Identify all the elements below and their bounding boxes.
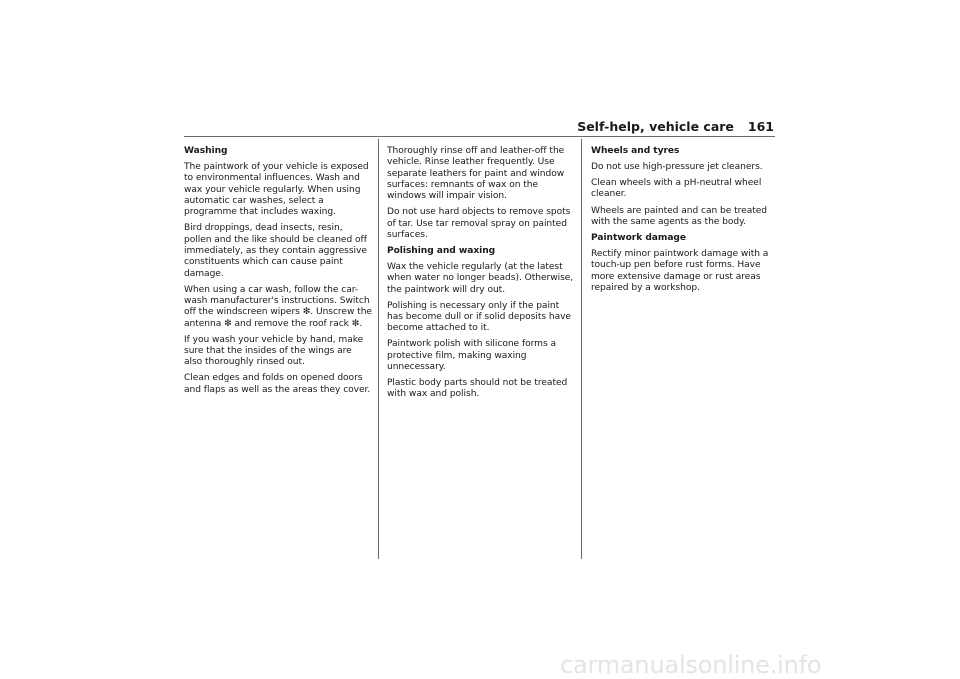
column-divider-2 bbox=[581, 139, 582, 559]
wheels-paragraph-1: Do not use high-pressure jet cleaners. bbox=[591, 162, 763, 173]
rinse-paragraph: Thoroughly rinse off and leather-off the vehicle. Rinse leather frequently. Use separate leathers for paint and window surfaces: remnants of wax on the windows will impair vision. bbox=[387, 146, 565, 202]
damage-heading: Paintwork damage bbox=[591, 232, 686, 243]
polishing-paragraph-3: Paintwork polish with silicone forms a protective film, making waxing unnecessary. bbox=[387, 339, 556, 373]
damage-paragraph: Rectify minor paintwork damage with a touch-up pen before rust forms. Have more extensive damage or rust areas repaired by a workshop. bbox=[591, 249, 769, 293]
wheels-heading: Wheels and tyres bbox=[591, 146, 680, 156]
wheels-paragraph-2: Clean wheels with a pH-neutral wheel cleaner. bbox=[591, 178, 762, 200]
polishing-paragraph-1: Wax the vehicle regularly (at the latest when water no longer beads). Otherwise, the paintwork will dry out. bbox=[387, 262, 574, 295]
washing-paragraph-5: Clean edges and folds on opened doors and flaps as well as the areas they cover. bbox=[184, 373, 371, 395]
washing-paragraph-2: Bird droppings, dead insects, resin, pollen and the like should be cleaned off immediately, as they contain aggressive constituents which can cause paint damage. bbox=[184, 223, 367, 279]
washing-heading: Washing bbox=[184, 146, 228, 156]
text-segment: and remove the roof rack bbox=[231, 318, 352, 329]
polishing-paragraph-4: Plastic body parts should not be treated with wax and polish. bbox=[387, 378, 568, 400]
page-number: 161 bbox=[747, 118, 774, 134]
page-header bbox=[184, 116, 775, 137]
reference-icon: ❇ bbox=[224, 318, 232, 329]
column-2 bbox=[387, 146, 575, 406]
polishing-paragraph-2: Polishing is necessary only if the paint has become dull or if solid deposits have become attached to it. bbox=[387, 300, 571, 334]
washing-paragraph-4: If you wash your vehicle by hand, make sure that the insides of the wings are also thoroughly rinsed out. bbox=[184, 334, 364, 368]
column-1 bbox=[184, 146, 372, 401]
tar-paragraph: Do not use hard objects to remove spots of tar. Use tar removal spray on painted surfaces. bbox=[387, 207, 571, 240]
text-segment: When using a car wash, follow the car-wash manufacturer's instructions. Switch off the windscreen wipers bbox=[184, 284, 370, 318]
wheels-paragraph-3: Wheels are painted and can be treated with the same agents as the body. bbox=[591, 205, 767, 227]
column-3 bbox=[591, 146, 779, 299]
washing-paragraph-1: The paintwork of your vehicle is exposed to environmental influences. Wash and wax your vehicle regularly. When using automatic car washes, select a programme that includes waxing. bbox=[184, 162, 369, 218]
washing-paragraph-3 bbox=[184, 285, 372, 330]
text-segment: . bbox=[359, 318, 363, 329]
text-segment: . Unscrew the antenna bbox=[184, 307, 372, 329]
polishing-heading: Polishing and waxing bbox=[387, 245, 496, 256]
watermark: carmanualsonline.info bbox=[560, 651, 822, 679]
reference-icon: ❇ bbox=[302, 307, 311, 318]
reference-icon: ❇ bbox=[351, 318, 360, 329]
column-divider-1 bbox=[378, 139, 379, 559]
page-title: Self-help, vehicle care bbox=[577, 118, 734, 134]
